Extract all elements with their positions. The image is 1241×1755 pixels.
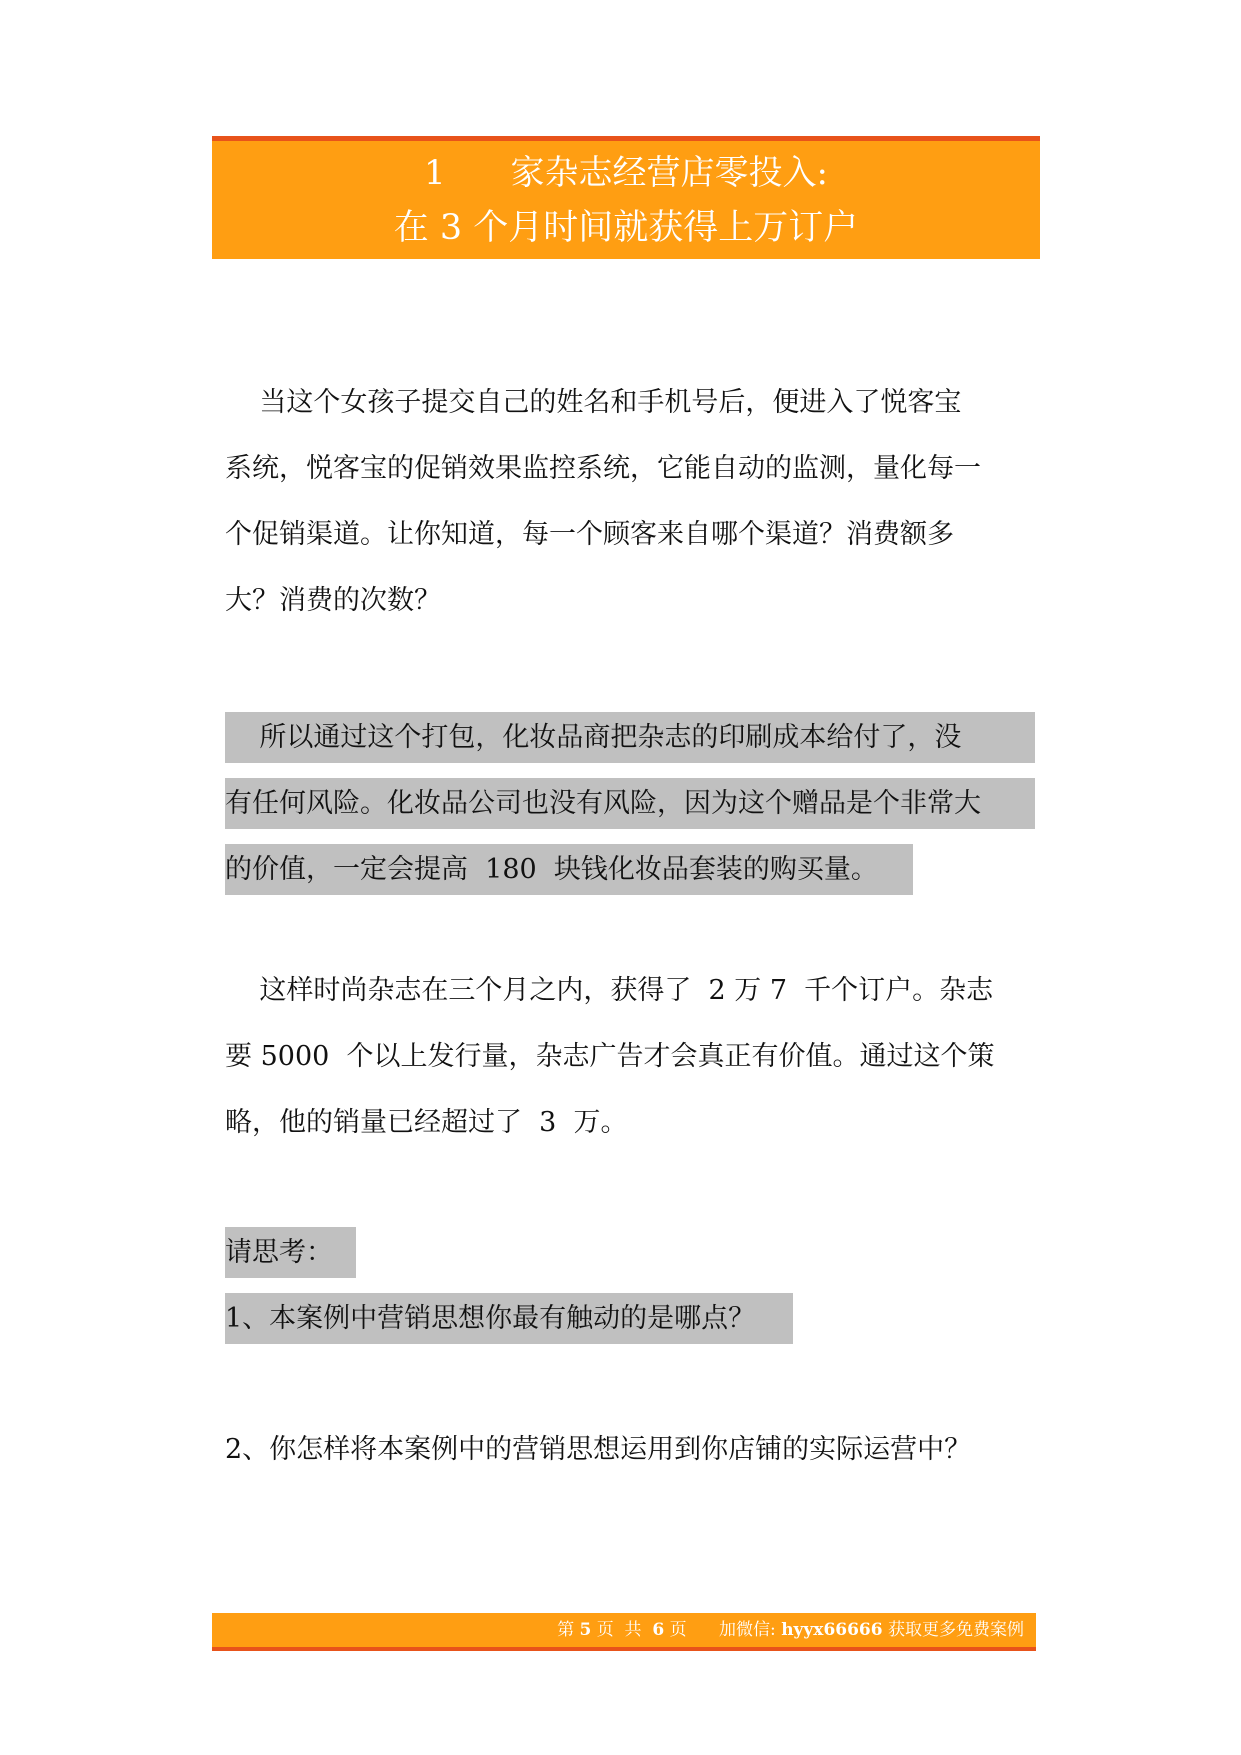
footer-text: [557, 1613, 1024, 1647]
footer-wechat-prefix: 加微信:: [686, 1620, 782, 1640]
paragraph-line: 大？消费的次数？: [225, 585, 441, 616]
chapter-title-line1: 1 家杂志经营店零投入:: [424, 153, 828, 193]
footer-bottom-rule: [212, 1647, 1036, 1651]
chapter-header: [212, 141, 1040, 259]
paragraph-line: 个促销渠道。让你知道，每一个顾客来自哪个渠道？消费额多: [225, 519, 954, 550]
highlighted-line: 有任何风险。化妆品公司也没有风险，因为这个赠品是个非常大: [225, 778, 1035, 829]
paragraph-line: 当这个女孩子提交自己的姓名和手机号后，便进入了悦客宝: [225, 387, 962, 418]
footer-wechat-id: hyyx66666: [781, 1620, 883, 1640]
highlighted-line: 所以通过这个打包，化妆品商把杂志的印刷成本给付了，没: [225, 712, 1035, 763]
footer-wechat-suffix: 获取更多免费案例: [882, 1620, 1024, 1640]
paragraph-3: [225, 958, 1035, 1156]
footer-page-suffix: 页: [664, 1620, 687, 1640]
highlighted-line: 的价值，一定会提高 180 块钱化妆品套装的购买量。: [225, 844, 913, 895]
paragraph-line: 这样时尚杂志在三个月之内，获得了 2 万 7 千个订户。杂志: [225, 975, 994, 1006]
footer-page-mid: 页 共: [591, 1620, 653, 1640]
chapter-title-line2: 在 3 个月时间就获得上万订户: [393, 208, 859, 248]
paragraph-line: 略，他的销量已经超过了 3 万。: [225, 1107, 628, 1138]
paragraph-line: 系统，悦客宝的促销效果监控系统，它能自动的监测，量化每一: [225, 453, 981, 484]
question-2: 2、你怎样将本案例中的营销思想运用到你店铺的实际运营中？: [225, 1434, 972, 1465]
footer-page-prefix: 第: [557, 1620, 580, 1640]
paragraph-1: [225, 370, 1035, 634]
questions-heading: 请思考：: [225, 1227, 356, 1278]
footer-page-current: 5: [579, 1620, 592, 1640]
paragraph-line: 要 5000 个以上发行量，杂志广告才会真正有价值。通过这个策: [225, 1041, 995, 1072]
footer-page-total: 6: [652, 1620, 665, 1640]
page-footer: [212, 1613, 1036, 1647]
question-1: 1、本案例中营销思想你最有触动的是哪点？: [225, 1293, 793, 1344]
